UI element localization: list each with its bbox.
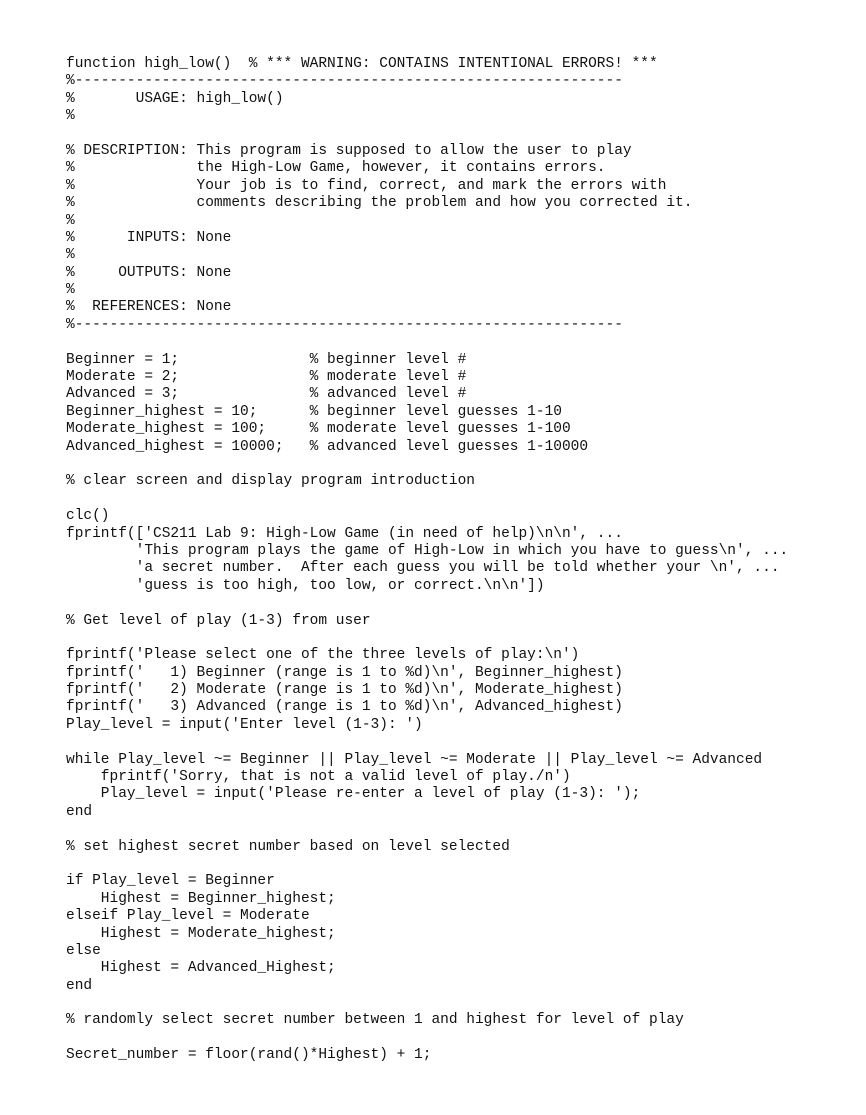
code-line: 'guess is too high, too low, or correct.\n\n']) (66, 577, 545, 594)
code-line: fprintf(' 3) Advanced (range is 1 to %d)\n', Advanced_highest) (66, 699, 623, 716)
code-line: %--------------------------------------------------------------- (66, 73, 623, 90)
code-line: % the High-Low Game, however, it contains errors. (66, 160, 606, 177)
code-line: Play_level = input('Enter level (1-3): ') (66, 716, 423, 733)
code-line: fprintf('Please select one of the three levels of play:\n') (66, 647, 580, 664)
code-line: % REFERENCES: None (66, 299, 232, 316)
code-line (66, 126, 788, 143)
code-line: Advanced = 3; % advanced level # (66, 386, 467, 403)
code-line (66, 630, 788, 647)
code-line (66, 456, 788, 473)
code-line: % DESCRIPTION: This program is supposed to allow the user to play (66, 142, 632, 159)
code-line: elseif Play_level = Moderate (66, 908, 310, 925)
code-line: Play_level = input('Please re-enter a level of play (1-3): '); (66, 786, 641, 803)
code-line (66, 821, 788, 838)
code-line: % (66, 247, 75, 264)
code-line: % INPUTS: None (66, 229, 232, 246)
code-line: Advanced_highest = 10000; % advanced level guesses 1-10000 (66, 438, 589, 455)
code-line: Beginner = 1; % beginner level # (66, 351, 467, 368)
code-line (66, 334, 788, 351)
code-line: fprintf(' 1) Beginner (range is 1 to %d)\n', Beginner_highest) (66, 664, 623, 681)
code-line: Moderate_highest = 100; % moderate level guesses 1-100 (66, 421, 571, 438)
code-line (66, 491, 788, 508)
code-line: Highest = Advanced_Highest; (66, 960, 336, 977)
code-line: % (66, 108, 75, 125)
code-line: % set highest secret number based on level selected (66, 838, 510, 855)
code-line: % (66, 212, 75, 229)
code-line: % randomly select secret number between 1 and highest for level of play (66, 1012, 684, 1029)
code-line: end (66, 803, 93, 820)
code-line: if Play_level = Beginner (66, 873, 275, 890)
code-line: % Get level of play (1-3) from user (66, 612, 371, 629)
code-line: % clear screen and display program introduction (66, 473, 475, 490)
code-line: %--------------------------------------------------------------- (66, 316, 623, 333)
code-line: while Play_level ~= Beginner || Play_level ~= Moderate || Play_level ~= Advanced (66, 751, 763, 768)
code-line: Highest = Beginner_highest; (66, 890, 336, 907)
code-listing (66, 56, 788, 1065)
code-line: Secret_number = floor(rand()*Highest) + 1; (66, 1047, 432, 1064)
code-line: Moderate = 2; % moderate level # (66, 369, 467, 386)
code-line: function high_low() % *** WARNING: CONTAINS INTENTIONAL ERRORS! *** (66, 56, 658, 72)
code-line: 'This program plays the game of High-Low in which you have to guess\n', ... (66, 542, 789, 559)
code-line: % USAGE: high_low() (66, 90, 284, 107)
code-line: clc() (66, 508, 110, 525)
code-line: % Your job is to find, correct, and mark the errors with (66, 177, 667, 194)
code-line: % OUTPUTS: None (66, 264, 232, 281)
code-line (66, 856, 788, 873)
code-line: else (66, 942, 101, 959)
code-line (66, 595, 788, 612)
code-line: end (66, 977, 93, 994)
code-line: fprintf(['CS211 Lab 9: High-Low Game (in need of help)\n\n', ... (66, 525, 623, 542)
code-line: Highest = Moderate_highest; (66, 925, 336, 942)
code-line (66, 995, 788, 1012)
code-line: fprintf(' 2) Moderate (range is 1 to %d)\n', Moderate_highest) (66, 682, 623, 699)
code-line: % comments describing the problem and how you corrected it. (66, 195, 693, 212)
code-line: % (66, 282, 75, 299)
code-line (66, 734, 788, 751)
code-line (66, 1030, 788, 1047)
code-line: Beginner_highest = 10; % beginner level guesses 1-10 (66, 403, 562, 420)
code-line: fprintf('Sorry, that is not a valid level of play./n') (66, 769, 571, 786)
code-line: 'a secret number. After each guess you will be told whether your \n', ... (66, 560, 780, 577)
